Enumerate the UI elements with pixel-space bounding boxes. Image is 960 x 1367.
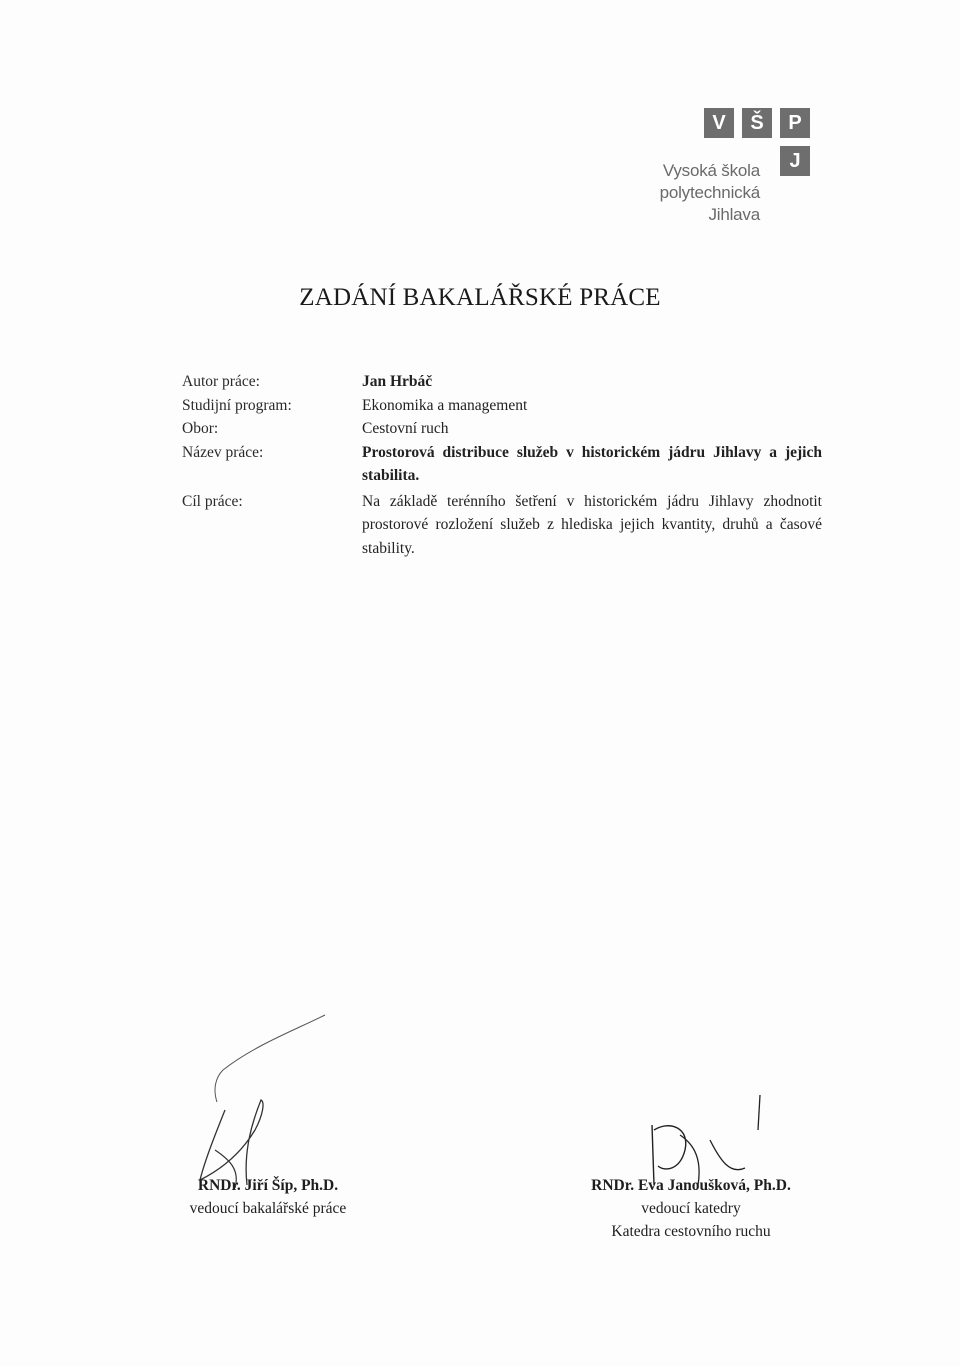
head-of-department-role: vedoucí katedry: [641, 1200, 741, 1217]
document-title: ZADÁNÍ BAKALÁŘSKÉ PRÁCE: [299, 284, 661, 311]
assignment-details: [182, 370, 822, 560]
field-label: Obor:: [182, 420, 219, 437]
author-row: [182, 370, 822, 394]
author-value: Jan Hrbáč: [362, 373, 433, 390]
logo-letter-s: Š: [742, 108, 772, 138]
supervisor-name: RNDr. Jiří Šíp, Ph.D.: [197, 1177, 339, 1194]
goal-label: Cíl práce:: [182, 492, 243, 510]
program-row: [182, 394, 822, 418]
program-label: Studijní program:: [182, 396, 292, 414]
field-row: [182, 417, 822, 441]
author-label: Autor práce:: [182, 373, 260, 390]
logo-letter-v: V: [704, 108, 734, 138]
signature-right: [566, 1174, 816, 1243]
logo-letter-p: P: [780, 108, 810, 138]
head-of-department-name: RNDr. Eva Janoušková, Ph.D.: [591, 1177, 791, 1194]
department-name: Katedra cestovního ruchu: [611, 1223, 771, 1240]
logo-letter-j: J: [780, 146, 810, 176]
thesis-title-row: [182, 441, 822, 488]
logo-line-2: polytechnická: [659, 183, 760, 202]
thesis-title-label: Název práce:: [182, 443, 264, 461]
supervisor-role: vedoucí bakalářské práce: [189, 1200, 347, 1217]
thesis-title-value: Prostorová distribuce služeb v historickém jádru Jihlavy a jejich stabilita.: [362, 443, 822, 484]
goal-value: Na základě terénního šetření v historickém jádru Jihlavy zhodnotit prostorové rozložení služeb z hlediska jejich kvantity, druhů a časové stability.: [362, 492, 822, 557]
logo-line-1: Vysoká škola: [662, 161, 760, 180]
signature-scribble-left: [185, 1010, 365, 1190]
school-logo: [640, 108, 820, 238]
logo-school-name: [660, 160, 760, 226]
signature-left: [178, 1174, 358, 1220]
program-value: Ekonomika a management: [362, 396, 528, 414]
field-value: Cestovní ruch: [362, 420, 449, 437]
logo-line-3: Jihlava: [708, 205, 760, 224]
goal-row: [182, 490, 822, 561]
